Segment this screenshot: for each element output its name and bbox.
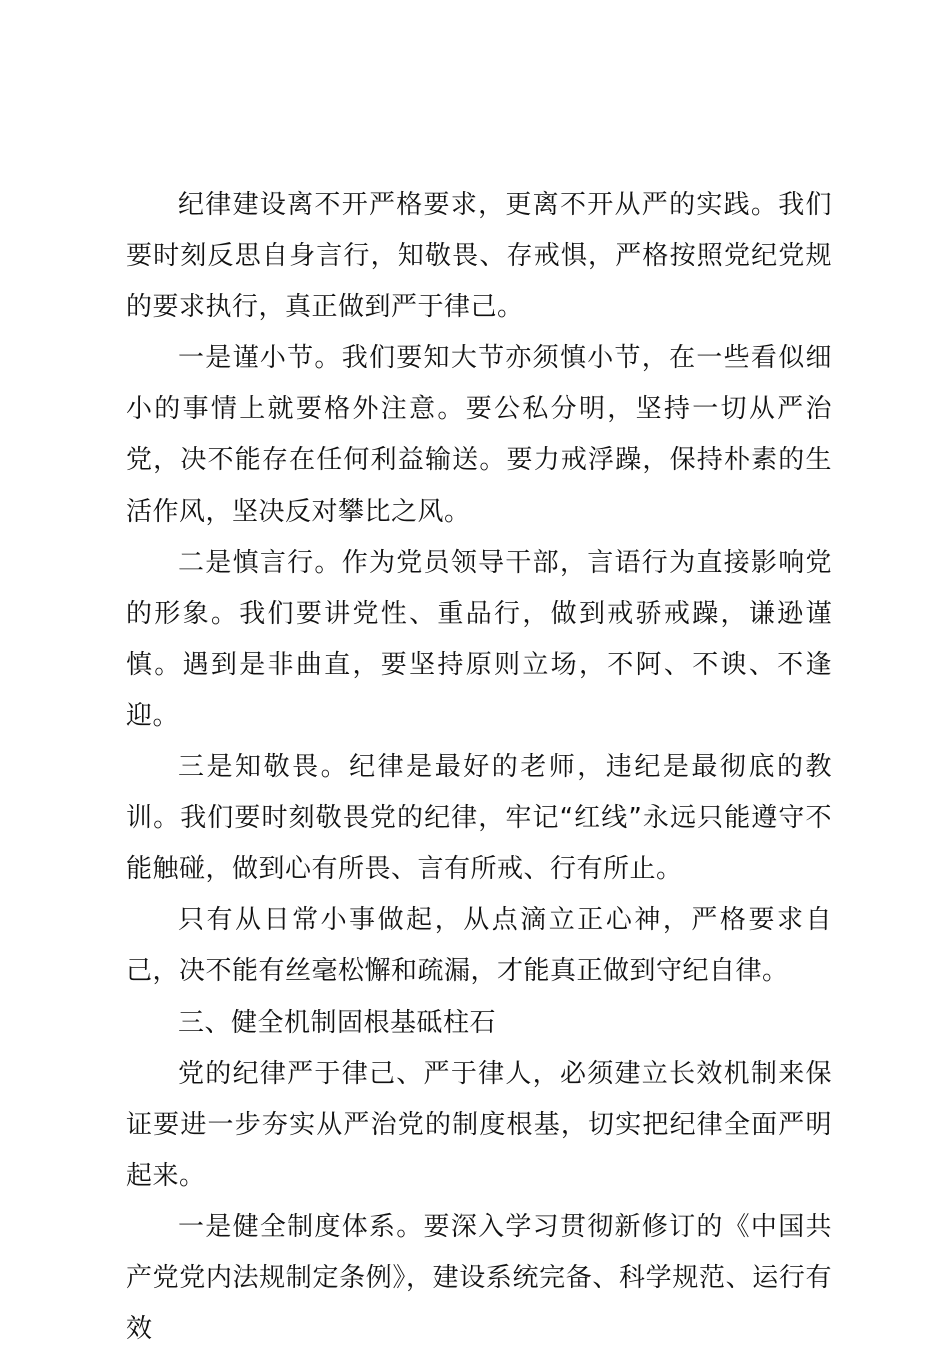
document-body: [126, 180, 832, 1355]
section-heading: 三、健全机制固根基砥柱石: [178, 1007, 497, 1038]
paragraph-words-deeds: 二是慎言行。作为党员领导干部，言语行为直接影响党的形象。我们要讲党性、重品行，做到戒骄戒躁，谦逊谨慎。遇到是非曲直，要坚持原则立场，不阿、不谀、不逢迎。: [126, 547, 832, 731]
paragraph-awe: 三是知敬畏。纪律是最好的老师，违纪是最彻底的教训。我们要时刻敬畏党的纪律，牢记“红线”永远只能遵守不能触碰，做到心有所畏、言有所戒、行有所止。: [126, 752, 832, 885]
paragraph-small-details: 一是谨小节。我们要知大节亦须慎小节，在一些看似细小的事情上就要格外注意。要公私分明，坚持一切从严治党，决不能存在任何利益输送。要力戒浮躁，保持朴素的生活作风，坚决反对攀比之风。: [126, 343, 832, 527]
paragraph-discipline-practice: 纪律建设离不开严格要求，更离不开从严的实践。我们要时刻反思自身言行，知敬畏、存戒惧，严格按照党纪党规的要求执行，真正做到严于律己。: [126, 190, 832, 323]
paragraph-self-discipline: 只有从日常小事做起，从点滴立正心神，严格要求自己，决不能有丝毫松懈和疏漏，才能真正做到守纪自律。: [126, 905, 832, 987]
paragraph-long-term-mechanism: 党的纪律严于律己、严于律人，必须建立长效机制来保证要进一步夯实从严治党的制度根基，切实把纪律全面严明起来。: [126, 1058, 832, 1191]
paragraph-system-building: 一是健全制度体系。要深入学习贯彻新修订的《中国共产党党内法规制定条例》，建设系统完备、科学规范、运行有效: [126, 1211, 832, 1345]
